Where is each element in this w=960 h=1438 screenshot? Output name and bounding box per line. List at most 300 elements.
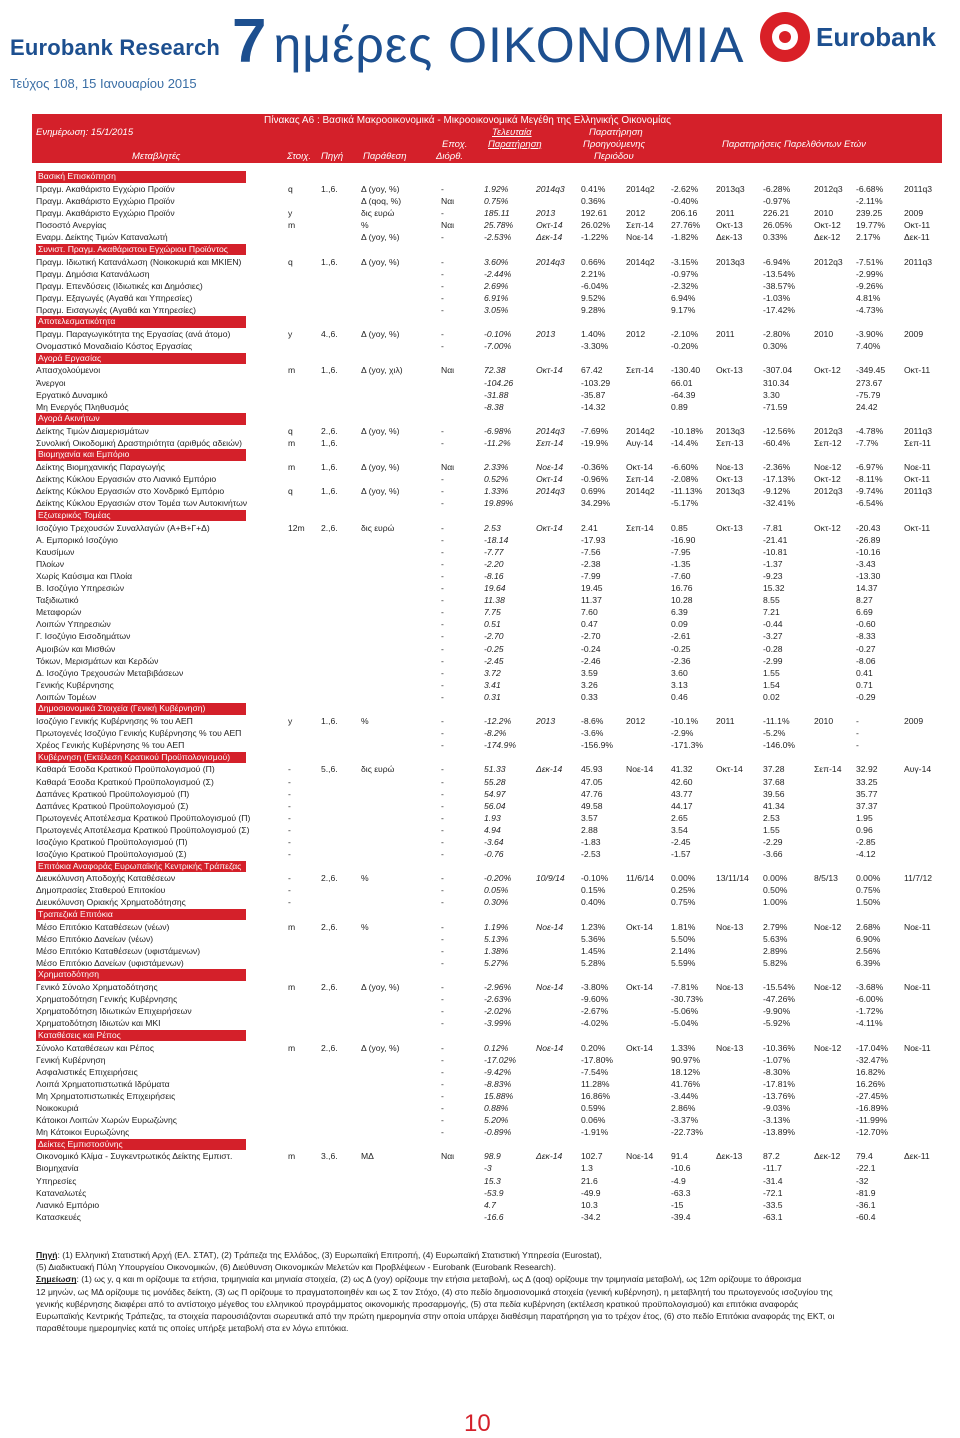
cell-prev-value: -103.29 bbox=[581, 377, 611, 388]
table-row bbox=[36, 377, 940, 389]
cell-y3-value: -20.43 bbox=[856, 522, 881, 533]
cell-y3-value: 16.26% bbox=[856, 1078, 886, 1089]
cell-seasonal-adj: - bbox=[441, 208, 444, 219]
cell-prev-date: Σεπ-14 bbox=[626, 474, 654, 485]
section-header bbox=[36, 316, 246, 327]
cell-y3-value: -7.7% bbox=[856, 437, 879, 448]
cell-seasonal-adj: - bbox=[441, 607, 444, 618]
cell-label: Πρωτογενές Αποτέλεσμα Κρατικού Προϋπολογισμού (Σ) bbox=[36, 824, 250, 835]
cell-y1-value: -1.82% bbox=[671, 232, 699, 243]
cell-prev-value: -6.04% bbox=[581, 280, 609, 291]
table-row bbox=[36, 1054, 940, 1066]
cell-y1-value: -4.9 bbox=[671, 1175, 686, 1186]
cell-prev-date: 2012 bbox=[626, 208, 646, 219]
cell-y1-value: -7.60 bbox=[671, 570, 691, 581]
cell-prev-value: -2.38 bbox=[581, 558, 601, 569]
cell-label: Καθαρά Έσοδα Κρατικού Προϋπολογισμού (Σ) bbox=[36, 776, 214, 787]
cell-label: Χρέος Γενικής Κυβέρνησης % του ΑΕΠ bbox=[36, 740, 185, 751]
cell-label: Δαπάνες Κρατικού Προϋπολογισμού (Π) bbox=[36, 788, 190, 799]
table-row bbox=[36, 848, 940, 860]
cell-label: Ισοζύγιο Γενικής Κυβέρνησης % του ΑΕΠ bbox=[36, 716, 193, 727]
cell-last-value: 2.53 bbox=[484, 522, 501, 533]
col-last-2: Παρατήρηση bbox=[488, 139, 542, 150]
cell-last-value: -174.9% bbox=[484, 740, 517, 751]
cell-y2-value: -11.7 bbox=[763, 1163, 782, 1174]
cell-y2-value: -2.99 bbox=[763, 655, 783, 666]
cell-y1-value: 3.60 bbox=[671, 667, 688, 678]
cell-label: Γενικό Σύνολο Χρηματοδότησης bbox=[36, 982, 158, 993]
cell-seasonal-adj: Ναι bbox=[441, 220, 455, 231]
cell-y2-value: 7.21 bbox=[763, 607, 780, 618]
cell-y1-value: -2.45 bbox=[671, 837, 691, 848]
cell-prev-value: -2.46 bbox=[581, 655, 601, 666]
cell-y3-value: -27.45% bbox=[856, 1090, 889, 1101]
cell-y3-value: 239.25 bbox=[856, 208, 883, 219]
cell-prev-value: 47.05 bbox=[581, 776, 603, 787]
cell-label: Ποσοστό Ανεργίας bbox=[36, 220, 107, 231]
cell-last-value: -2.20 bbox=[484, 558, 504, 569]
cell-label: Πραγμ. Ιδιωτική Κατανάλωση (Νοικοκυριά και ΜΚΙΕΝ) bbox=[36, 256, 242, 267]
brand-title: Eurobank Research bbox=[10, 35, 221, 60]
cell-prev-value: 21.6 bbox=[581, 1175, 598, 1186]
cell-y2-value: 0.30% bbox=[763, 341, 788, 352]
table-row bbox=[36, 643, 940, 655]
table-row bbox=[36, 655, 940, 667]
table-row bbox=[36, 437, 940, 449]
cell-prev-value: 7.60 bbox=[581, 607, 598, 618]
cell-prev-value: 9.52% bbox=[581, 292, 606, 303]
cell-y3-value: -4.78% bbox=[856, 425, 884, 436]
remark-line-3: γενικής κυβέρνησης διαφέρει από το αντίστοιχο μέγεθος του ελληνικού προγράμματος οικονομικής προσαρμογής, (5) στα πεδία κυβέρνηση (εκτέλεση κρατικού προϋπολογισμού) και επιτόκια αναφοράς bbox=[36, 1298, 799, 1309]
cell-seasonal-adj: - bbox=[441, 558, 444, 569]
table-row bbox=[36, 594, 940, 606]
cell-y1-date: 2013q3 bbox=[716, 184, 745, 195]
cell-seasonal-adj: - bbox=[441, 425, 444, 436]
days-number: 7 bbox=[232, 7, 268, 76]
cell-y3-date: Σεπ-11 bbox=[904, 437, 931, 448]
cell-y3-value: -1.72% bbox=[856, 1006, 884, 1017]
remark-line-5: παραθέτουμε ημερομηνίες κατά τις οποίες υπήρξε μεταβολή στα εν λόγω επιτόκια. bbox=[36, 1323, 349, 1334]
cell-y3-value: 7.40% bbox=[856, 341, 881, 352]
cell-source: 1.,6. bbox=[321, 716, 338, 727]
col-prev-1: Παρατήρηση bbox=[589, 127, 643, 138]
cell-prev-value: 5.28% bbox=[581, 957, 606, 968]
cell-y3-value: -10.16 bbox=[856, 546, 881, 557]
cell-last-date: Δεκ-14 bbox=[536, 764, 563, 775]
cell-y2-date: 2010 bbox=[814, 716, 834, 727]
cell-y2-value: -5.92% bbox=[763, 1018, 791, 1029]
cell-y3-value: -4.73% bbox=[856, 305, 884, 315]
cell-y1-value: 3.13 bbox=[671, 679, 688, 690]
cell-y2-value: 0.02 bbox=[763, 691, 780, 702]
cell-y2-value: 1.55 bbox=[763, 824, 780, 835]
cell-prev-value: -17.93 bbox=[581, 534, 606, 545]
cell-label: Δείκτης Βιομηχανικής Παραγωγής bbox=[36, 462, 165, 473]
cell-y2-value: -2.80% bbox=[763, 329, 791, 340]
cell-seasonal-adj: - bbox=[441, 268, 444, 279]
cell-y3-value: 79.4 bbox=[856, 1151, 873, 1162]
cell-label: Δείκτης Κύκλου Εργασιών στο Χονδρικό Εμπόριο bbox=[36, 486, 225, 497]
cell-label: Υπηρεσίες bbox=[36, 1175, 77, 1186]
cell-y1-value: 206.16 bbox=[671, 208, 698, 219]
cell-label: Πραγμ. Εισαγωγές (Αγαθά και Υπηρεσίες) bbox=[36, 305, 197, 315]
cell-prev-value: 49.58 bbox=[581, 800, 603, 811]
cell-y3-value: -3.90% bbox=[856, 329, 884, 340]
cell-label: Νοικοκυριά bbox=[36, 1103, 79, 1114]
cell-prev-value: 10.3 bbox=[581, 1199, 598, 1210]
table-row bbox=[36, 534, 940, 546]
table-row bbox=[36, 389, 940, 401]
cell-label: Δείκτης Τιμών Διαμερισμάτων bbox=[36, 425, 149, 436]
cell-label: Τόκων, Μερισμάτων και Κερδών bbox=[36, 655, 159, 666]
cell-label: Κάτοικοι Λοιπών Χωρών Ευρωζώνης bbox=[36, 1115, 177, 1126]
cell-y3-value: 33.25 bbox=[856, 776, 878, 787]
cell-freq: q bbox=[288, 184, 293, 195]
cell-label: Γενική Κυβέρνηση bbox=[36, 1054, 106, 1065]
cell-y2-date: 2010 bbox=[814, 208, 834, 219]
table-row bbox=[36, 957, 940, 969]
cell-prev-value: -2.70 bbox=[581, 631, 601, 642]
col-source: Πηγή bbox=[321, 151, 344, 162]
cell-label: Λιανικό Εμπόριο bbox=[36, 1199, 100, 1210]
cell-y2-value: 15.32 bbox=[763, 583, 785, 594]
cell-label: Μη Κάτοικοι Ευρωζώνης bbox=[36, 1127, 130, 1138]
cell-y2-value: 0.50% bbox=[763, 885, 788, 896]
table-row bbox=[36, 231, 940, 243]
cell-presentation: Δ (yoy, %) bbox=[361, 462, 400, 473]
cell-last-value: -7.77 bbox=[484, 546, 504, 557]
cell-y2-value: -31.4 bbox=[763, 1175, 783, 1186]
cell-y2-value: 37.28 bbox=[763, 764, 785, 775]
table-row bbox=[36, 836, 940, 848]
table-row bbox=[36, 981, 940, 993]
table-row bbox=[36, 1211, 940, 1223]
cell-prev-value: 3.26 bbox=[581, 679, 598, 690]
cell-y3-value: 19.77% bbox=[856, 220, 886, 231]
cell-seasonal-adj: - bbox=[441, 1103, 444, 1114]
cell-y2-value: -0.44 bbox=[763, 619, 783, 630]
cell-presentation: Δ (yoy, %) bbox=[361, 982, 400, 993]
cell-last-value: -2.44% bbox=[484, 268, 512, 279]
cell-y3-date: 11/7/12 bbox=[904, 873, 933, 884]
cell-y1-value: -2.10% bbox=[671, 329, 699, 340]
cell-y2-value: 8.55 bbox=[763, 595, 780, 606]
cell-seasonal-adj: - bbox=[441, 1054, 444, 1065]
cell-label: Ονομαστικό Μοναδιαίο Κόστος Εργασίας bbox=[36, 341, 193, 352]
col-variables: Μεταβλητές bbox=[132, 151, 181, 162]
cell-label: Β. Ισοζύγιο Υπηρεσιών bbox=[36, 583, 125, 594]
cell-prev-value: -9.60% bbox=[581, 994, 609, 1005]
cell-freq: m bbox=[288, 1151, 296, 1162]
section-header bbox=[36, 413, 246, 424]
cell-prev-value: -3.80% bbox=[581, 982, 609, 993]
cell-y2-value: 0.33% bbox=[763, 232, 788, 243]
cell-y2-value: 310.34 bbox=[763, 377, 790, 388]
cell-y2-value: 26.05% bbox=[763, 220, 793, 231]
cell-presentation: Δ (yoy, %) bbox=[361, 232, 400, 243]
cell-prev-date: 11/6/14 bbox=[626, 873, 655, 884]
cell-seasonal-adj: - bbox=[441, 716, 444, 727]
cell-y1-value: -6.60% bbox=[671, 462, 699, 473]
cell-prev-value: 192.61 bbox=[581, 208, 608, 219]
section-title: Βασική Επισκόπηση bbox=[38, 171, 116, 182]
cell-y3-value: - bbox=[856, 716, 859, 727]
cell-prev-value: -35.87 bbox=[581, 389, 606, 400]
cell-source: 2.,6. bbox=[321, 425, 338, 436]
cell-y1-value: 2.65 bbox=[671, 812, 688, 823]
cell-y3-date: Οκτ-11 bbox=[904, 220, 931, 231]
cell-prev-value: -17.80% bbox=[581, 1054, 614, 1065]
cell-y2-value: 2.53 bbox=[763, 812, 780, 823]
cell-y1-value: 91.4 bbox=[671, 1151, 688, 1162]
cell-y2-value: -5.2% bbox=[763, 728, 786, 739]
cell-presentation: Δ (yoy, %) bbox=[361, 486, 400, 497]
cell-last-value: 0.75% bbox=[484, 196, 509, 207]
table-row bbox=[36, 945, 940, 957]
cell-last-value: 1.38% bbox=[484, 945, 509, 956]
cell-y3-value: -8.11% bbox=[856, 474, 883, 485]
cell-y1-value: -10.18% bbox=[671, 425, 704, 436]
cell-y3-value: -6.00% bbox=[856, 994, 884, 1005]
cell-seasonal-adj: - bbox=[441, 522, 444, 533]
section-header bbox=[36, 510, 246, 521]
cell-y3-value: -12.70% bbox=[856, 1127, 889, 1138]
cell-seasonal-adj: - bbox=[441, 570, 444, 581]
section-title: Χρηματοδότηση bbox=[38, 969, 100, 980]
cell-y3-value: 16.82% bbox=[856, 1066, 886, 1077]
table-row bbox=[36, 1017, 940, 1029]
cell-seasonal-adj: Ναι bbox=[441, 365, 455, 376]
cell-label: Πραγμ. Ακαθάριστο Εγχώριο Προϊόν bbox=[36, 196, 175, 207]
table-row bbox=[36, 788, 940, 800]
cell-freq: m bbox=[288, 1042, 296, 1053]
table-row bbox=[36, 522, 940, 534]
cell-source: 2.,6. bbox=[321, 873, 338, 884]
cell-y3-date: Οκτ-11 bbox=[904, 365, 931, 376]
cell-y1-date: 2013q3 bbox=[716, 486, 745, 497]
cell-y1-value: 0.46 bbox=[671, 691, 688, 702]
cell-y2-value: 2.89% bbox=[763, 945, 788, 956]
cell-y1-value: 27.76% bbox=[671, 220, 701, 231]
cell-prev-value: -49.9 bbox=[581, 1187, 601, 1198]
cell-last-value: -3 bbox=[484, 1163, 492, 1174]
cell-y3-value: -81.9 bbox=[856, 1187, 876, 1198]
cell-y2-value: 37.68 bbox=[763, 776, 785, 787]
cell-y3-value: -7.51% bbox=[856, 256, 884, 267]
cell-last-value: -0.25 bbox=[484, 643, 504, 654]
cell-y2-value: -2.36% bbox=[763, 462, 791, 473]
table-title: Πίνακας Α6 : Βασικά Μακροοικονομικά - Μικροοικονομικά Μεγέθη της Ελληνικής Οικονομίας bbox=[264, 115, 671, 126]
cell-y3-value: -16.89% bbox=[856, 1103, 889, 1114]
cell-last-date: Σεπ-14 bbox=[536, 437, 564, 448]
cell-y1-value: -3.15% bbox=[671, 256, 699, 267]
cell-freq: - bbox=[288, 764, 291, 775]
cell-y3-value: 6.90% bbox=[856, 933, 881, 944]
cell-prev-date: Αυγ-14 bbox=[626, 437, 654, 448]
cell-y1-value: -7.81% bbox=[671, 982, 699, 993]
cell-label: Σύνολο Καταθέσεων και Ρέπος bbox=[36, 1042, 154, 1053]
cell-label: Διευκόλυνση Αποδοχής Καταθέσεων bbox=[36, 873, 176, 884]
cell-seasonal-adj: - bbox=[441, 800, 444, 811]
cell-y2-date: 2012q3 bbox=[814, 425, 843, 436]
cell-last-value: -9.42% bbox=[484, 1066, 512, 1077]
cell-y1-value: -1.35 bbox=[671, 558, 691, 569]
table-row bbox=[36, 425, 940, 437]
cell-prev-value: 1.23% bbox=[581, 921, 606, 932]
table-row bbox=[36, 570, 940, 582]
cell-y2-date: 2012q3 bbox=[814, 486, 843, 497]
cell-y2-value: -9.03% bbox=[763, 1103, 791, 1114]
cell-source: 1.,6. bbox=[321, 462, 338, 473]
cell-label: Πλοίων bbox=[36, 558, 65, 569]
cell-y3-value: 0.41 bbox=[856, 667, 873, 678]
cell-prev-value: -0.10% bbox=[581, 873, 609, 884]
cell-y2-value: -0.97% bbox=[763, 196, 791, 207]
cell-seasonal-adj: - bbox=[441, 740, 444, 751]
cell-y3-value: 2.56% bbox=[856, 945, 881, 956]
cell-last-value: 2.33% bbox=[484, 462, 509, 473]
cell-y3-value: - bbox=[856, 728, 859, 739]
section-title: Αποτελεσματικότητα bbox=[38, 316, 116, 327]
cell-y1-date: 2011 bbox=[716, 716, 735, 727]
cell-last-value: -18.14 bbox=[484, 534, 509, 545]
cell-seasonal-adj: - bbox=[441, 837, 444, 848]
cell-label: Λοιπά Χρηματοπιστωτικά Ιδρύματα bbox=[36, 1078, 170, 1089]
table-row bbox=[36, 256, 940, 268]
remark-note bbox=[36, 1273, 940, 1285]
cell-seasonal-adj: - bbox=[441, 982, 444, 993]
cell-last-value: 0.31 bbox=[484, 691, 501, 702]
cell-last-value: 4.94 bbox=[484, 824, 501, 835]
table-row bbox=[36, 1199, 940, 1211]
cell-source: 1.,6. bbox=[321, 256, 338, 267]
table-row bbox=[36, 268, 940, 280]
cell-label: Πρωτογενές Αποτέλεσμα Κρατικού Προϋπολογισμού (Π) bbox=[36, 812, 251, 823]
cell-prev-value: -0.96% bbox=[581, 474, 609, 485]
cell-presentation: % bbox=[361, 716, 369, 727]
cell-seasonal-adj: - bbox=[441, 329, 444, 340]
cell-freq: m bbox=[288, 365, 296, 376]
cell-last-date: 2014q3 bbox=[536, 256, 565, 267]
cell-label: Καθαρά Έσοδα Κρατικού Προϋπολογισμού (Π) bbox=[36, 764, 215, 775]
cell-y3-value: -0.27 bbox=[856, 643, 876, 654]
cell-prev-date: Νοε-14 bbox=[626, 1151, 654, 1162]
cell-y2-date: Δεκ-12 bbox=[814, 1151, 841, 1162]
cell-last-value: -8.16 bbox=[484, 570, 504, 581]
cell-y3-value: 35.77 bbox=[856, 788, 878, 799]
cell-y3-value: 2.17% bbox=[856, 232, 881, 243]
cell-y1-value: 0.00% bbox=[671, 873, 696, 884]
cell-y3-value: -17.04% bbox=[856, 1042, 889, 1053]
cell-prev-value: 0.33 bbox=[581, 691, 598, 702]
cell-seasonal-adj: - bbox=[441, 873, 444, 884]
cell-prev-value: 0.36% bbox=[581, 196, 606, 207]
table-row bbox=[36, 993, 940, 1005]
cell-freq: y bbox=[288, 208, 293, 219]
cell-last-date: 2013 bbox=[536, 329, 556, 340]
cell-y2-value: 1.55 bbox=[763, 667, 780, 678]
cell-prev-value: -34.2 bbox=[581, 1211, 601, 1222]
masthead bbox=[0, 0, 960, 100]
cell-label: Εναρμ. Δείκτης Τιμών Καταναλωτή bbox=[36, 232, 168, 243]
cell-y1-date: Νοε-13 bbox=[716, 982, 744, 993]
cell-y3-value: -32 bbox=[856, 1175, 869, 1186]
cell-source: 1.,6. bbox=[321, 486, 338, 497]
cell-last-value: -8.83% bbox=[484, 1078, 512, 1089]
cell-last-value: 5.20% bbox=[484, 1115, 509, 1126]
cell-y1-value: 5.59% bbox=[671, 957, 696, 968]
cell-prev-date: Σεπ-14 bbox=[626, 522, 654, 533]
cell-prev-value: -4.02% bbox=[581, 1018, 609, 1029]
cell-presentation: Δ (qoq, %) bbox=[361, 196, 402, 207]
cell-y1-value: -30.73% bbox=[671, 994, 704, 1005]
cell-y1-value: 0.85 bbox=[671, 522, 688, 533]
cell-y1-value: 0.09 bbox=[671, 619, 688, 630]
col-last-1: Τελευταία bbox=[492, 127, 532, 138]
cell-y2-value: -33.5 bbox=[763, 1199, 783, 1210]
cell-y1-date: Οκτ-13 bbox=[716, 365, 743, 376]
table-row bbox=[36, 921, 940, 933]
cell-presentation: Δ (yoy, %) bbox=[361, 329, 400, 340]
cell-seasonal-adj: - bbox=[441, 885, 444, 896]
cell-last-value: 0.52% bbox=[484, 474, 509, 485]
cell-y3-value: -26.89 bbox=[856, 534, 881, 545]
cell-seasonal-adj: - bbox=[441, 486, 444, 497]
cell-y3-value: 14.37 bbox=[856, 583, 878, 594]
cell-last-value: -2.02% bbox=[484, 1006, 512, 1017]
cell-y3-date: Οκτ-11 bbox=[904, 522, 931, 533]
cell-freq: m bbox=[288, 462, 296, 473]
cell-y2-value: -1.03% bbox=[763, 292, 791, 303]
cell-presentation: % bbox=[361, 921, 369, 932]
cell-label: Καταναλωτές bbox=[36, 1187, 87, 1198]
cell-seasonal-adj: - bbox=[441, 897, 444, 908]
cell-last-value: 1.93 bbox=[484, 812, 501, 823]
cell-prev-value: 0.15% bbox=[581, 885, 606, 896]
cell-last-value: -2.70 bbox=[484, 631, 504, 642]
cell-y1-value: 0.25% bbox=[671, 885, 696, 896]
cell-seasonal-adj: - bbox=[441, 1115, 444, 1126]
cell-seasonal-adj: - bbox=[441, 667, 444, 678]
cell-prev-value: -2.67% bbox=[581, 1006, 609, 1017]
cell-y3-date: 2009 bbox=[904, 329, 924, 340]
cell-prev-value: 0.59% bbox=[581, 1103, 606, 1114]
cell-y2-value: -32.41% bbox=[763, 498, 796, 509]
table-row bbox=[36, 606, 940, 618]
cell-last-date: Οκτ-14 bbox=[536, 365, 563, 376]
cell-prev-value: 47.76 bbox=[581, 788, 603, 799]
cell-prev-date: Οκτ-14 bbox=[626, 982, 653, 993]
cell-y1-value: -39.4 bbox=[671, 1211, 691, 1222]
cell-y2-date: Σεπ-12 bbox=[814, 437, 842, 448]
cell-y3-value: -4.12 bbox=[856, 849, 876, 860]
cell-y1-value: 6.39 bbox=[671, 607, 688, 618]
cell-y3-date: 2009 bbox=[904, 716, 924, 727]
cell-last-value: -3.64 bbox=[484, 837, 504, 848]
cell-label: Κατασκευές bbox=[36, 1211, 81, 1222]
cell-seasonal-adj: - bbox=[441, 933, 444, 944]
cell-prev-date: Σεπ-14 bbox=[626, 220, 654, 231]
cell-last-value: -0.20% bbox=[484, 873, 512, 884]
table-row bbox=[36, 824, 940, 836]
cell-prev-value: -14.32 bbox=[581, 401, 606, 412]
cell-last-value: 19.64 bbox=[484, 583, 506, 594]
cell-prev-value: 26.02% bbox=[581, 220, 611, 231]
source-heading: Πηγή bbox=[36, 1250, 58, 1260]
table-row bbox=[36, 473, 940, 485]
cell-seasonal-adj: - bbox=[441, 788, 444, 799]
col-prev-3: Περιόδου bbox=[594, 151, 634, 162]
